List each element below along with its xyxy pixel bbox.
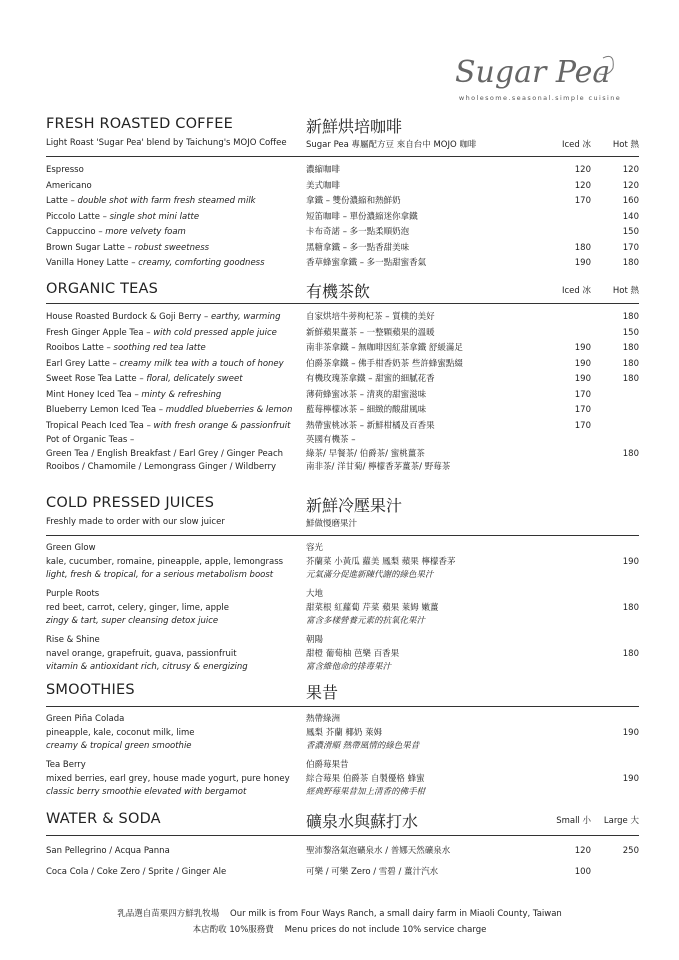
water-list — [46, 844, 639, 886]
price-iced: 190 — [574, 258, 591, 268]
item-title-zh: 伯爵莓果昔 — [306, 760, 349, 770]
menu-item — [46, 713, 639, 754]
item-text — [46, 713, 194, 754]
item-name-zh: 自家烘培牛蒡枸杞茶 – 質樸的美好 — [306, 312, 435, 322]
item-title: Vanilla Honey Latte – — [46, 258, 139, 268]
item-name — [46, 179, 92, 195]
item-description: vitamin & antioxidant rich, citrusy & energizing — [46, 662, 248, 672]
item-text-zh — [306, 759, 425, 800]
item-name-zh: 熱帶蜜桃冰茶 – 新鮮柑橘及百香果 — [306, 420, 435, 431]
item-description-zh: 元氣滿分促進新陳代謝的綠色果汁 — [306, 570, 434, 580]
menu-item — [46, 256, 639, 272]
item-name-zh: 薄荷蜂蜜冰茶 – 清爽的甜蜜滋味 — [306, 389, 427, 400]
item-title: Brown Sugar Latte – — [46, 242, 135, 253]
col-small: Small 小 — [556, 816, 591, 826]
price-large: 250 — [622, 846, 639, 856]
item-ingredients-zh: 甜菜根 紅蘿蔔 芹菜 蘋果 萊姆 嫩薑 — [306, 602, 439, 613]
menu-item — [46, 225, 639, 241]
menu-item — [46, 588, 639, 629]
item-title: Green Piña Colada — [46, 714, 125, 724]
item-title: Espresso — [46, 165, 84, 175]
footer-service-zh: 本店酌收 10%服務費 — [192, 925, 274, 935]
col-iced: Iced 冰 — [561, 286, 591, 296]
item-description: soothing red tea latte — [113, 343, 206, 353]
footer-milk-zh: 乳品選自苗栗四方鮮乳牧場 — [117, 909, 220, 919]
item-name-zh: 伯爵茶拿鐵 – 佛手柑香奶茶 些許蜂蜜點綴 — [306, 358, 463, 369]
item-title-zh: 朝陽 — [306, 635, 324, 645]
item-ingredients: red beet, carrot, celery, ginger, lime, apple — [46, 602, 230, 613]
item-text — [46, 634, 248, 675]
menu-item — [46, 403, 639, 419]
menu-item — [46, 542, 639, 583]
price-iced: 170 — [574, 196, 591, 206]
item-price: 180 — [622, 603, 639, 613]
logo — [450, 52, 630, 102]
divider — [46, 835, 639, 836]
logo-tagline: wholesome.seasonal.simple cuisine — [458, 94, 622, 102]
section-title: ORGANIC TEAS — [46, 281, 159, 297]
section-subtitle: Light Roast 'Sugar Pea' blend by Taichung's MOJO Coffee — [46, 138, 287, 148]
section-title-zh: 新鮮冷壓果汁 — [306, 496, 403, 515]
item-name — [46, 241, 209, 257]
pot-title: Pot of Organic Teas – — [46, 435, 135, 445]
item-price: 190 — [622, 774, 639, 784]
item-description: light, fresh & tropical, for a serious metabolism boost — [46, 570, 274, 580]
item-ingredients-zh: 綜合莓果 伯爵茶 自製優格 蜂蜜 — [306, 773, 425, 784]
divider — [46, 706, 639, 707]
price-hot: 180 — [622, 449, 639, 459]
item-title: House Roasted Burdock & Goji Berry – — [46, 312, 211, 322]
footer-milk-en: Our milk is from Four Ways Ranch, a small dairy farm in Miaoli County, Taiwan — [230, 909, 562, 919]
smoothies-section — [46, 682, 639, 805]
item-title-zh: 熱帶綠洲 — [306, 714, 341, 724]
item-name-zh: 黑糖拿鐵 – 多一點香甜美味 — [306, 242, 410, 253]
section-title-zh: 有機茶飲 — [306, 282, 371, 301]
item-text — [46, 588, 229, 629]
price-hot: 170 — [622, 242, 639, 253]
item-name-zh: 新鮮蘋果薑茶 – 一整顆蘋果的溫暖 — [306, 327, 435, 338]
item-title: Tea Berry — [46, 760, 86, 770]
item-description: single shot mini latte — [109, 211, 200, 222]
menu-item — [46, 194, 639, 210]
menu-item — [46, 634, 639, 675]
price-hot: 180 — [622, 374, 639, 384]
price-hot: 160 — [622, 196, 639, 206]
pot-list-1-zh: 綠茶/ 早餐茶/ 伯爵茶/ 蜜桃薑茶 — [306, 448, 425, 459]
menu-item — [46, 357, 639, 373]
item-name-zh: 可樂 / 可樂 Zero / 雪碧 / 薑汁汽水 — [306, 867, 439, 877]
item-title-zh: 大地 — [306, 589, 324, 599]
section-title: FRESH ROASTED COFFEE — [46, 116, 233, 132]
footer-service-en: Menu prices do not include 10% service charge — [284, 925, 487, 935]
item-description: with cold pressed apple juice — [153, 327, 277, 338]
item-name: San Pellegrino / Acqua Panna — [46, 846, 170, 856]
pot-of-teas — [46, 434, 639, 476]
section-subtitle: Freshly made to order with our slow juicer — [46, 517, 225, 527]
item-title: Blueberry Lemon Iced Tea – — [46, 405, 166, 415]
item-title: Tropical Peach Iced Tea – — [46, 420, 154, 431]
price-hot: 180 — [622, 343, 639, 353]
item-name-zh: 濃縮咖啡 — [306, 165, 341, 175]
menu-item — [46, 372, 639, 388]
item-name-zh: 藍莓檸檬冰茶 – 細緻的酸甜風味 — [306, 405, 427, 415]
item-ingredients: pineapple, kale, coconut milk, lime — [46, 727, 195, 738]
item-ingredients: navel orange, grapefruit, guava, passionfruit — [46, 648, 237, 659]
item-name — [46, 341, 206, 357]
item-price: 190 — [622, 557, 639, 567]
juices-section — [46, 495, 639, 680]
juice-list — [46, 542, 639, 675]
price-small: 120 — [574, 846, 591, 856]
item-description: creamy milk tea with a touch of honey — [119, 358, 284, 369]
price-iced: 170 — [574, 405, 591, 415]
item-title-zh: 容光 — [306, 543, 324, 553]
item-name — [46, 194, 256, 210]
item-description-zh: 富含多樣營養元素的抗氧化果汁 — [306, 616, 426, 626]
price-iced: 180 — [574, 242, 591, 253]
item-name — [46, 357, 284, 373]
price-hot: 180 — [622, 358, 639, 369]
menu-item — [46, 865, 639, 886]
item-name-zh: 南非茶拿鐵 – 無咖啡因紅茶拿鐵 舒緩滿足 — [306, 343, 463, 353]
teas-section — [46, 281, 639, 476]
menu-item — [46, 388, 639, 404]
item-name — [46, 388, 221, 404]
item-name-zh: 香草蜂蜜拿鐵 – 多一點甜蜜香氣 — [306, 258, 427, 268]
price-iced: 170 — [574, 420, 591, 431]
item-name — [46, 256, 265, 272]
item-name — [46, 210, 199, 226]
section-title-zh: 礦泉水與蘇打水 — [306, 812, 419, 831]
item-title: Cappuccino – — [46, 227, 106, 237]
item-title: Sweet Rose Tea Latte – — [46, 374, 147, 384]
item-name-zh: 卡布奇諾 – 多一點柔順奶泡 — [306, 227, 410, 237]
item-description-zh: 富含維他命的排毒果汁 — [306, 662, 392, 672]
price-small: 100 — [574, 867, 591, 877]
price-iced: 170 — [574, 389, 591, 400]
item-title: Mint Honey Iced Tea – — [46, 389, 142, 400]
menu-item — [46, 759, 639, 800]
item-name: Coca Cola / Coke Zero / Sprite / Ginger Ale — [46, 867, 227, 877]
price-hot: 150 — [622, 227, 639, 237]
item-name-zh: 有機玫瑰茶拿鐵 – 甜蜜的細膩花香 — [306, 374, 435, 384]
item-text-zh — [306, 634, 399, 675]
pot-list-2: Rooibos / Chamomile / Lemongrass Ginger / Wildberry — [46, 462, 276, 472]
item-name — [46, 419, 290, 435]
menu-item — [46, 419, 639, 435]
divider — [46, 535, 639, 536]
item-name-zh: 拿鐵 – 雙份濃縮和熱鮮奶 — [306, 196, 401, 206]
pot-list-2-zh: 南非茶/ 洋甘菊/ 檸檬香茅薑茶/ 野莓茶 — [306, 462, 451, 472]
item-description-zh: 香濃滑順 熱帶風情的綠色果昔 — [306, 741, 420, 751]
item-title: Americano — [46, 180, 92, 191]
item-title: Rise & Shine — [46, 635, 100, 645]
item-description: classic berry smoothie elevated with bergamot — [46, 787, 247, 797]
menu-item — [46, 341, 639, 357]
item-description: earthy, warming — [210, 312, 281, 322]
item-title: Green Glow — [46, 543, 96, 553]
col-large: Large 大 — [603, 816, 639, 826]
item-description: with fresh orange & passionfruit — [153, 420, 291, 431]
item-ingredients: mixed berries, earl grey, house made yogurt, pure honey — [46, 773, 290, 784]
item-ingredients-zh: 甜橙 葡萄柚 芭樂 百香果 — [306, 648, 400, 659]
item-name-zh: 聖沛黎洛氣泡礦泉水 / 普娜天然礦泉水 — [306, 846, 451, 856]
item-name — [46, 163, 84, 179]
pot-list-1: Green Tea / English Breakfast / Earl Grey / Ginger Peach — [46, 448, 284, 459]
item-description: zingy & tart, super cleansing detox juice — [46, 616, 219, 626]
item-name — [46, 403, 292, 419]
menu-item — [46, 310, 639, 326]
price-iced: 190 — [574, 358, 591, 369]
price-iced: 120 — [574, 165, 591, 175]
item-title: Purple Roots — [46, 589, 100, 599]
section-title: COLD PRESSED JUICES — [46, 495, 215, 511]
section-subtitle-zh: Sugar Pea 專屬配方豆 來自台中 MOJO 咖啡 — [306, 140, 477, 150]
price-hot: 120 — [622, 165, 639, 175]
item-price: 180 — [622, 649, 639, 659]
item-name — [46, 310, 280, 326]
item-ingredients-zh: 芥蘭菜 小黃瓜 蘿美 鳳梨 蘋果 檸檬香茅 — [306, 556, 456, 567]
item-text — [46, 759, 290, 800]
item-name — [46, 326, 277, 342]
item-description-zh: 經典野莓果昔加上清香的佛手柑 — [306, 787, 426, 797]
menu-item — [46, 326, 639, 342]
price-hot: 180 — [622, 258, 639, 268]
price-iced: 190 — [574, 374, 591, 384]
price-hot: 150 — [622, 327, 639, 338]
section-title-zh: 果昔 — [306, 683, 339, 702]
item-name-zh: 短笛咖啡 – 單份濃縮迷你拿鐵 — [306, 211, 418, 222]
item-description: muddled blueberries & lemon — [165, 405, 293, 415]
price-iced: 120 — [574, 180, 591, 191]
divider — [46, 303, 639, 304]
price-hot: 140 — [622, 211, 639, 222]
item-description: creamy & tropical green smoothie — [46, 741, 192, 751]
smoothie-list — [46, 713, 639, 800]
item-description: more velvety foam — [105, 227, 186, 237]
item-title: Latte – — [46, 196, 78, 206]
menu-item — [46, 210, 639, 226]
item-name — [46, 225, 186, 241]
pot-title-zh: 英國有機茶 – — [306, 435, 356, 445]
price-hot: 180 — [622, 312, 639, 322]
menu-item — [46, 241, 639, 257]
item-title: Fresh Ginger Apple Tea – — [46, 327, 154, 338]
section-title: WATER & SODA — [46, 811, 161, 827]
item-price: 190 — [622, 728, 639, 738]
menu-item — [46, 179, 639, 195]
price-iced: 190 — [574, 343, 591, 353]
item-description: minty & refreshing — [141, 389, 222, 400]
svg-text:Sugar Pea: Sugar Pea — [454, 55, 610, 90]
item-text — [46, 542, 283, 583]
logo-script — [453, 52, 628, 92]
footer — [0, 906, 679, 938]
section-title-zh: 新鮮烘培咖啡 — [306, 117, 403, 136]
tea-list — [46, 310, 639, 434]
menu-item — [46, 844, 639, 865]
coffee-section — [46, 116, 639, 272]
col-hot: Hot 熱 — [612, 140, 639, 150]
item-description: creamy, comforting goodness — [138, 258, 265, 268]
section-subtitle-zh: 鮮做慢磨果汁 — [306, 519, 358, 529]
item-ingredients: kale, cucumber, romaine, pineapple, apple, lemongrass — [46, 556, 284, 567]
item-description: double shot with farm fresh steamed milk — [77, 196, 256, 206]
item-title: Piccolo Latte – — [46, 211, 110, 222]
item-text-zh — [306, 713, 419, 754]
item-name-zh: 美式咖啡 — [306, 180, 341, 191]
item-text-zh — [306, 542, 456, 583]
water-section — [46, 811, 639, 886]
item-description: floral, delicately sweet — [146, 374, 243, 384]
item-ingredients-zh: 鳳梨 芥蘭 椰奶 萊姆 — [306, 727, 383, 738]
price-hot: 120 — [622, 180, 639, 191]
item-name — [46, 372, 243, 388]
item-title: Rooibos Latte – — [46, 343, 114, 353]
coffee-list — [46, 163, 639, 272]
item-text-zh — [306, 588, 439, 629]
menu-item — [46, 163, 639, 179]
item-description: robust sweetness — [134, 242, 210, 253]
col-hot: Hot 熱 — [612, 286, 639, 296]
section-title: SMOOTHIES — [46, 682, 135, 698]
item-title: Earl Grey Latte – — [46, 358, 120, 369]
divider — [46, 156, 639, 157]
col-iced: Iced 冰 — [561, 140, 591, 150]
